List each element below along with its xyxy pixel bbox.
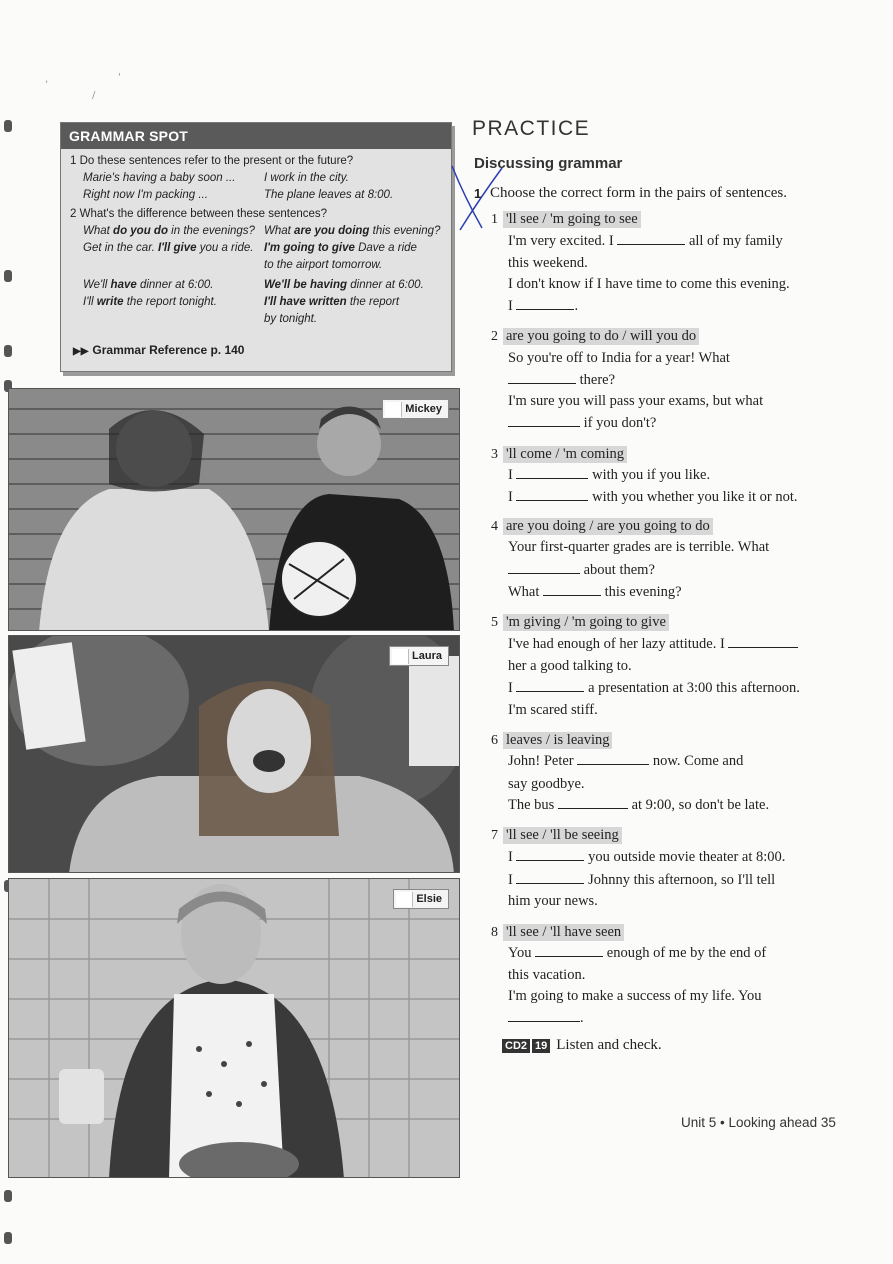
grammar-example: The plane leaves at 8:00. bbox=[264, 189, 394, 201]
choice-pair: are you doing / are you going to do bbox=[503, 518, 713, 535]
exercise-sentence: I with you if you like. bbox=[508, 467, 711, 483]
choice-pair: 'll see / 'll have seen bbox=[503, 924, 624, 941]
item-number: 1 bbox=[491, 212, 498, 227]
name-tag-mickey: Mickey bbox=[382, 399, 449, 419]
grammar-example: by tonight. bbox=[264, 313, 318, 325]
exercise-sentence: I've had enough of her lazy attitude. I bbox=[508, 636, 798, 653]
answer-blank[interactable] bbox=[516, 680, 584, 692]
answer-blank[interactable] bbox=[577, 753, 649, 765]
answer-blank[interactable] bbox=[508, 562, 580, 574]
photo-elsie bbox=[8, 878, 460, 1178]
exercise-sentence: I you outside movie theater at 8:00. bbox=[508, 849, 786, 865]
item-number: 2 bbox=[491, 329, 498, 344]
grammar-example: Right now I'm packing ... bbox=[83, 189, 208, 201]
exercise-sentence: if you don't? bbox=[508, 415, 656, 432]
speck: ' bbox=[118, 72, 121, 83]
exercise-sentence: The bus at 9:00, so don't be late. bbox=[508, 797, 770, 813]
answer-blank[interactable] bbox=[516, 298, 574, 310]
binder-hole bbox=[4, 270, 12, 282]
answer-blank[interactable] bbox=[508, 1010, 580, 1022]
grammar-example: I'll have written the report bbox=[264, 296, 400, 308]
exercise-sentence: there? bbox=[508, 372, 615, 389]
choice-pair: 'll come / 'm coming bbox=[503, 446, 627, 463]
answer-blank[interactable] bbox=[535, 945, 603, 957]
grammar-example: We'll have dinner at 6:00. bbox=[83, 279, 214, 291]
answer-blank[interactable] bbox=[558, 797, 628, 809]
answer-blank[interactable] bbox=[516, 849, 584, 861]
choice-pair: 'll see / 'll be seeing bbox=[503, 827, 622, 844]
answer-blank[interactable] bbox=[508, 415, 580, 427]
choice-pair: 'm giving / 'm going to give bbox=[503, 614, 669, 631]
grammar-example: I'm going to give Dave a ride bbox=[264, 242, 417, 254]
item-number: 5 bbox=[491, 615, 498, 630]
exercise-sentence: I a presentation at 3:00 this afternoon. bbox=[508, 680, 800, 696]
answer-blank[interactable] bbox=[516, 467, 588, 479]
exercise-number: 1 bbox=[474, 186, 482, 201]
photo-mickey bbox=[8, 388, 460, 631]
cd-instruction: Listen and check. bbox=[556, 1037, 662, 1053]
exercise-sentence: So you're off to India for a year! What bbox=[508, 350, 730, 366]
photo-laura bbox=[8, 635, 460, 873]
exercise-sentence: about them? bbox=[508, 562, 655, 579]
exercise-sentence: I'm sure you will pass your exams, but what bbox=[508, 393, 764, 409]
exercise-sentence: her a good talking to. bbox=[508, 658, 632, 674]
exercise-sentence: Your first-quarter grades are is terrible. What bbox=[508, 539, 770, 555]
exercise-sentence: I . bbox=[508, 298, 579, 314]
speck: , bbox=[45, 74, 49, 85]
exercise-sentence: I don't know if I have time to come this evening. bbox=[508, 276, 790, 292]
exercise-sentence: this vacation. bbox=[508, 967, 586, 983]
binder-hole bbox=[4, 1232, 12, 1244]
grammar-example: to the airport tomorrow. bbox=[264, 259, 383, 271]
item-number: 4 bbox=[491, 519, 498, 534]
exercise-sentence: What this evening? bbox=[508, 584, 682, 600]
section-subheading: Discussing grammar bbox=[474, 155, 623, 172]
exercise-instruction: Choose the correct form in the pairs of sentences. bbox=[490, 185, 787, 201]
grammar-example: I work in the city. bbox=[264, 172, 349, 184]
grammar-example: What do you do in the evenings? bbox=[83, 225, 255, 237]
exercise-sentence: I'm going to make a success of my life. You bbox=[508, 988, 762, 1004]
exercise-sentence: I Johnny this afternoon, so I'll tell bbox=[508, 872, 776, 888]
exercise-sentence: I'm scared stiff. bbox=[508, 702, 598, 718]
grammar-example: We'll be having dinner at 6:00. bbox=[264, 279, 424, 291]
answer-blank[interactable] bbox=[508, 372, 576, 384]
grammar-question-1: 1 Do these sentences refer to the present or the future? bbox=[70, 155, 354, 167]
exercise-sentence: this weekend. bbox=[508, 255, 588, 271]
exercise-sentence: say goodbye. bbox=[508, 776, 585, 792]
answer-blank[interactable] bbox=[728, 636, 798, 648]
grammar-example: I'll write the report tonight. bbox=[83, 296, 217, 308]
item-number: 6 bbox=[491, 733, 498, 748]
grammar-reference: ▶▶ Grammar Reference p. 140 bbox=[73, 343, 245, 357]
item-number: 8 bbox=[491, 925, 498, 940]
answer-blank[interactable] bbox=[543, 584, 601, 596]
choice-pair: are you going to do / will you do bbox=[503, 328, 699, 345]
item-number: 3 bbox=[491, 447, 498, 462]
audio-cue[interactable] bbox=[502, 1037, 662, 1054]
grammar-example: Get in the car. I'll give you a ride. bbox=[83, 242, 254, 254]
exercise-sentence: John! Peter now. Come and bbox=[508, 753, 744, 769]
binder-hole bbox=[4, 120, 12, 132]
grammar-example: What are you doing this evening? bbox=[264, 225, 441, 237]
grammar-spot-box bbox=[60, 122, 452, 372]
exercise-sentence: I'm very excited. I all of my family bbox=[508, 233, 783, 249]
grammar-question-2: 2 What's the difference between these sentences? bbox=[70, 208, 328, 220]
exercise-sentence: . bbox=[508, 1010, 584, 1027]
exercise-sentence: You enough of me by the end of bbox=[508, 945, 767, 961]
cd-track: 19 bbox=[532, 1039, 550, 1053]
choice-pair: 'll see / 'm going to see bbox=[503, 211, 641, 228]
grammar-spot-title: GRAMMAR SPOT bbox=[61, 123, 451, 149]
exercise-sentence: him your news. bbox=[508, 893, 598, 909]
speck: / bbox=[92, 90, 96, 101]
answer-blank[interactable] bbox=[516, 872, 584, 884]
exercise-sentence: I with you whether you like it or not. bbox=[508, 489, 798, 505]
binder-hole bbox=[4, 1190, 12, 1202]
name-tag-elsie: Elsie bbox=[393, 889, 449, 909]
cd-label: CD2 bbox=[502, 1039, 530, 1053]
practice-heading: PRACTICE bbox=[472, 117, 591, 140]
name-tag-laura: Laura bbox=[389, 646, 449, 666]
item-number: 7 bbox=[491, 828, 498, 843]
grammar-example: Marie's having a baby soon ... bbox=[83, 172, 236, 184]
answer-blank[interactable] bbox=[617, 233, 685, 245]
answer-blank[interactable] bbox=[516, 489, 588, 501]
choice-pair: leaves / is leaving bbox=[503, 732, 612, 749]
binder-hole bbox=[4, 345, 12, 357]
page-footer: Unit 5 • Looking ahead 35 bbox=[681, 1115, 836, 1130]
